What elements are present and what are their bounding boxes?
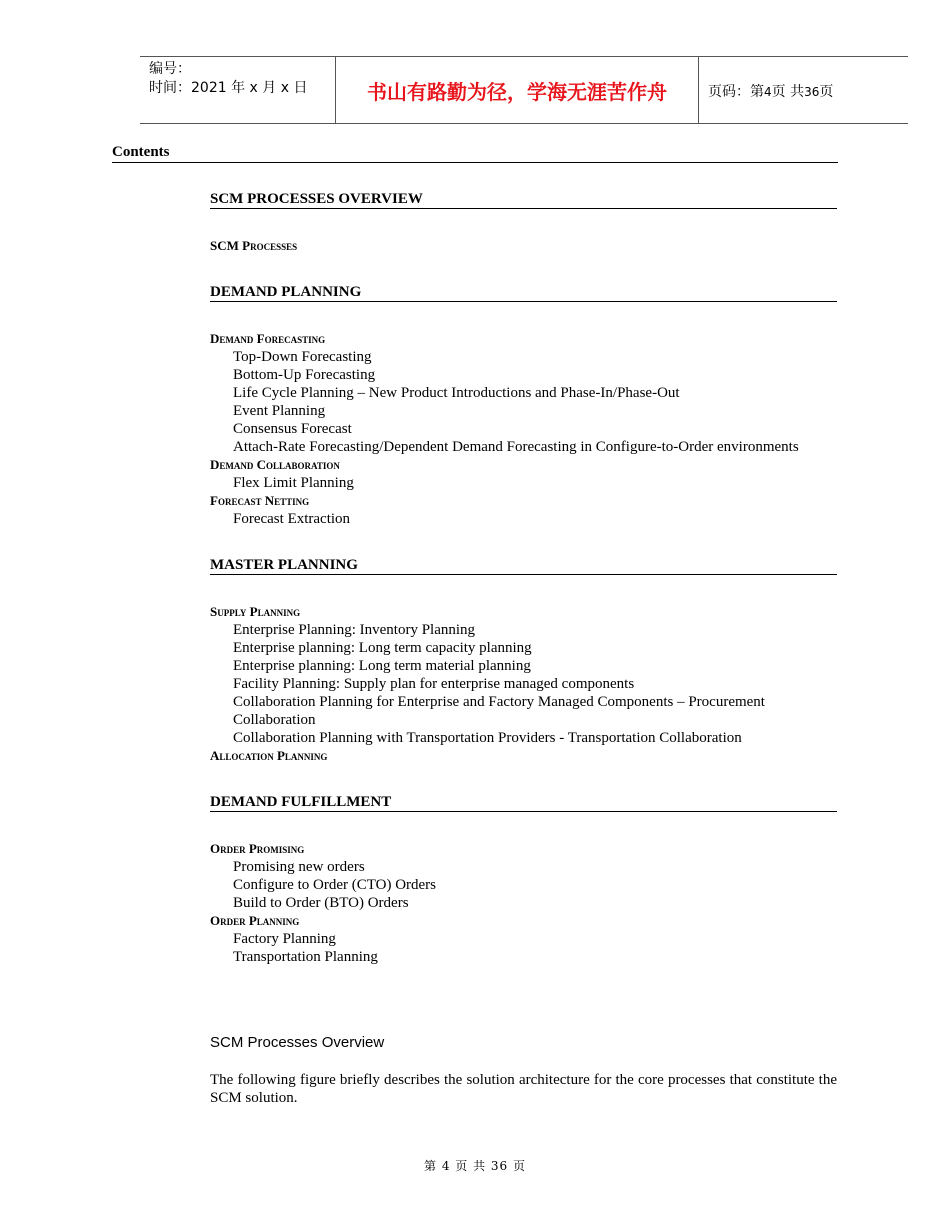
toc-item[interactable]: Collaboration Planning with Transportation Providers - Transportation Collaboration <box>233 730 742 746</box>
section-heading: SCM Processes Overview <box>210 1034 385 1051</box>
body-paragraph: The following figure briefly describes the solution architecture for the core processes that constitute the SCM solution. <box>210 1072 837 1106</box>
contents-title: Contents <box>112 144 838 163</box>
number-label: 编号： <box>149 61 191 77</box>
toc-item[interactable]: Promising new orders <box>233 859 365 875</box>
toc-item[interactable]: Build to Order (BTO) Orders <box>233 895 409 911</box>
toc-item[interactable]: Facility Planning: Supply plan for enterprise managed components <box>233 676 635 692</box>
header-table <box>140 56 908 124</box>
toc-subsection[interactable]: Order Planning <box>210 913 300 928</box>
toc-item[interactable]: Collaboration Planning for Enterprise and Factory Managed Components – Procurement Collaboration <box>233 694 765 728</box>
toc-subsection[interactable]: SCM Processes <box>210 238 298 253</box>
toc-item[interactable]: Factory Planning <box>233 931 336 947</box>
motto: 书山有路勤为径，学海无涯苦作舟 <box>335 57 699 123</box>
toc-section-demand-fulfillment[interactable]: DEMAND FULFILLMENT <box>210 793 837 812</box>
toc-section-overview[interactable]: SCM PROCESSES OVERVIEW <box>210 190 837 209</box>
page-indicator: 页码：第4页 共36页 <box>708 84 834 100</box>
toc-item[interactable]: Configure to Order (CTO) Orders <box>233 877 437 893</box>
time-label: 时间：2021 年 x 月 x 日 <box>149 80 308 96</box>
toc-item[interactable]: Bottom-Up Forecasting <box>233 367 376 383</box>
toc-item[interactable]: Event Planning <box>233 403 326 419</box>
toc-item[interactable]: Enterprise planning: Long term capacity planning <box>233 640 532 656</box>
toc-subsection[interactable]: Demand Collaboration <box>210 457 340 472</box>
toc-item[interactable]: Forecast Extraction <box>233 511 351 527</box>
toc-subsection[interactable]: Allocation Planning <box>210 748 328 763</box>
toc-item[interactable]: Flex Limit Planning <box>233 475 354 491</box>
toc-item[interactable]: Attach-Rate Forecasting/Dependent Demand Forecasting in Configure-to-Order environments <box>233 439 799 455</box>
toc-item[interactable]: Consensus Forecast <box>233 421 352 437</box>
toc-subsection[interactable]: Supply Planning <box>210 604 301 619</box>
toc-subsection[interactable]: Demand Forecasting <box>210 331 326 346</box>
toc-item[interactable]: Top-Down Forecasting <box>233 349 372 365</box>
table-of-contents <box>210 190 837 966</box>
header-left-cell <box>140 57 336 123</box>
page-footer: 第 4 页 共 36 页 <box>424 1159 526 1173</box>
toc-section-master-planning[interactable]: MASTER PLANNING <box>210 556 837 575</box>
toc-subsection[interactable]: Order Promising <box>210 841 305 856</box>
toc-item[interactable]: Transportation Planning <box>233 949 378 965</box>
toc-section-demand-planning[interactable]: DEMAND PLANNING <box>210 283 837 302</box>
toc-item[interactable]: Enterprise Planning: Inventory Planning <box>233 622 476 638</box>
toc-subsection[interactable]: Forecast Netting <box>210 493 310 508</box>
toc-item[interactable]: Enterprise planning: Long term material planning <box>233 658 531 674</box>
toc-item[interactable]: Life Cycle Planning – New Product Introductions and Phase-In/Phase-Out <box>233 385 680 401</box>
